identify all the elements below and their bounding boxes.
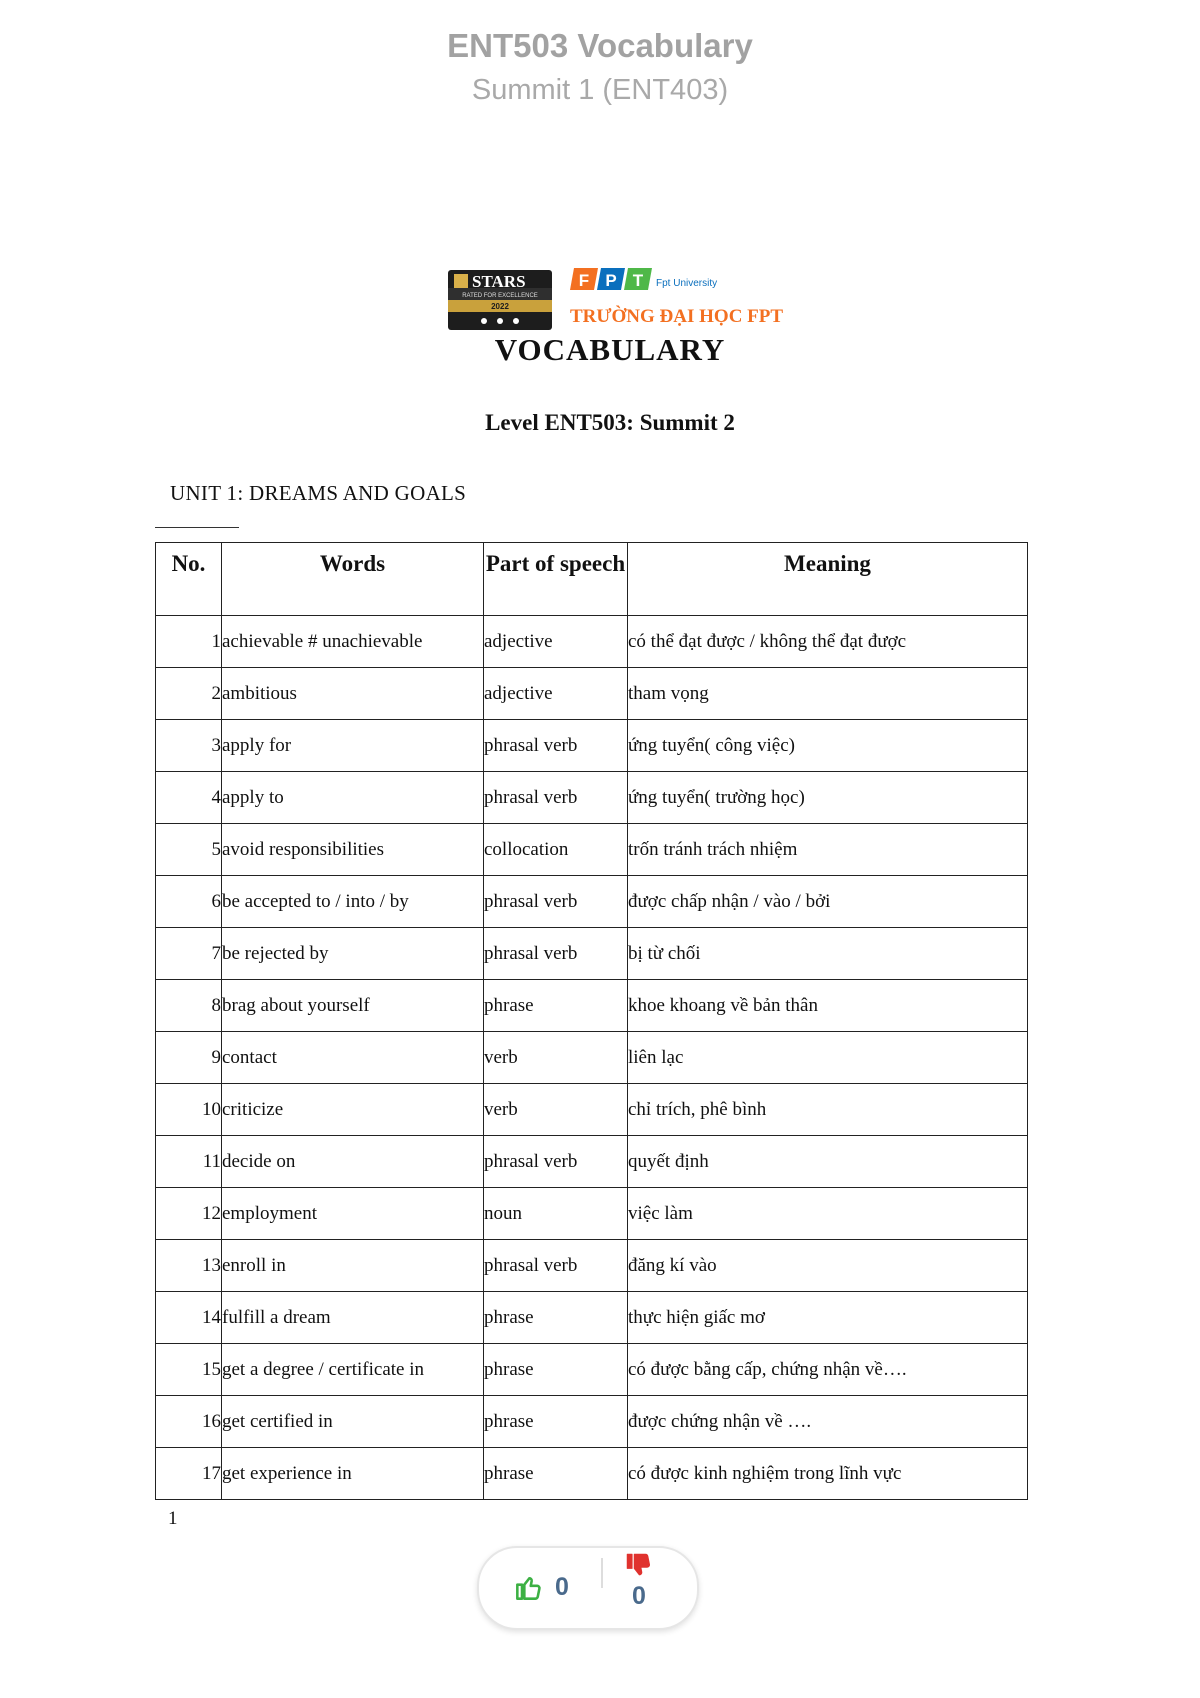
table-row: [156, 824, 1028, 876]
document-subtitle: Summit 1 (ENT403): [471, 74, 729, 106]
unit-heading: UNIT 1: DREAMS AND GOALS: [170, 481, 467, 505]
row-part-of-speech: verb: [484, 1084, 628, 1136]
table-row: [156, 668, 1028, 720]
table-row: [156, 616, 1028, 668]
table-row: [156, 1136, 1028, 1188]
table-row: [156, 772, 1028, 824]
row-word: be rejected by: [222, 928, 484, 980]
row-word: decide on: [222, 1136, 484, 1188]
row-meaning: đăng kí vào: [628, 1240, 1028, 1292]
table-row: [156, 720, 1028, 772]
document-title: ENT503 Vocabulary: [447, 27, 753, 64]
row-word: apply for: [222, 720, 484, 772]
vocabulary-heading: VOCABULARY: [494, 332, 726, 367]
row-number: 7: [156, 928, 222, 980]
row-part-of-speech: phrasal verb: [484, 1240, 628, 1292]
row-number: 11: [156, 1136, 222, 1188]
row-part-of-speech: phrasal verb: [484, 720, 628, 772]
downvote-count: 0: [632, 1582, 646, 1610]
document-header: [0, 26, 1200, 108]
row-part-of-speech: phrase: [484, 1344, 628, 1396]
row-number: 9: [156, 1032, 222, 1084]
fpt-university-logo: [568, 266, 808, 336]
level-heading: Level ENT503: Summit 2: [485, 410, 735, 435]
fpt-logo-name: TRƯỜNG ĐẠI HỌC FPT: [570, 306, 784, 327]
row-meaning: bị từ chối: [628, 928, 1028, 980]
thumbs-up-icon: [515, 1573, 543, 1601]
row-meaning: việc làm: [628, 1188, 1028, 1240]
row-word: be accepted to / into / by: [222, 876, 484, 928]
table-row: [156, 876, 1028, 928]
row-word: get a degree / certificate in: [222, 1344, 484, 1396]
row-meaning: trốn tránh trách nhiệm: [628, 824, 1028, 876]
table-row: [156, 1292, 1028, 1344]
logo-banner: [448, 266, 808, 336]
header-meaning: Meaning: [628, 543, 1028, 616]
row-part-of-speech: phrasal verb: [484, 1136, 628, 1188]
page-number: 1: [168, 1508, 178, 1529]
stars-logo-year: 2022: [491, 302, 509, 311]
row-number: 14: [156, 1292, 222, 1344]
row-word: brag about yourself: [222, 980, 484, 1032]
row-part-of-speech: adjective: [484, 668, 628, 720]
row-part-of-speech: phrase: [484, 1448, 628, 1500]
row-word: get experience in: [222, 1448, 484, 1500]
row-meaning: được chấp nhận / vào / bởi: [628, 876, 1028, 928]
upvote-count: 0: [555, 1572, 569, 1601]
table-row: [156, 1344, 1028, 1396]
row-word: fulfill a dream: [222, 1292, 484, 1344]
row-word: ambitious: [222, 668, 484, 720]
row-meaning: tham vọng: [628, 668, 1028, 720]
fpt-logo-letter-t: T: [632, 271, 644, 290]
row-part-of-speech: collocation: [484, 824, 628, 876]
row-part-of-speech: phrasal verb: [484, 772, 628, 824]
row-meaning: ứng tuyển( công việc): [628, 720, 1028, 772]
fpt-logo-letter-p: P: [605, 271, 617, 290]
table-row: [156, 1084, 1028, 1136]
row-meaning: ứng tuyển( trường học): [628, 772, 1028, 824]
thumbs-down-icon: [625, 1552, 653, 1580]
row-number: 6: [156, 876, 222, 928]
row-word: get certified in: [222, 1396, 484, 1448]
row-number: 10: [156, 1084, 222, 1136]
row-word: contact: [222, 1032, 484, 1084]
row-meaning: khoe khoang về bản thân: [628, 980, 1028, 1032]
row-number: 8: [156, 980, 222, 1032]
table-row: [156, 1188, 1028, 1240]
fpt-logo-small-text: Fpt University: [656, 278, 718, 289]
downvote-button[interactable]: [619, 1552, 659, 1611]
row-number: 17: [156, 1448, 222, 1500]
vocabulary-table: [155, 542, 1028, 1500]
row-number: 4: [156, 772, 222, 824]
row-part-of-speech: verb: [484, 1032, 628, 1084]
stars-logo-tagline: RATED FOR EXCELLENCE: [462, 293, 538, 299]
vote-divider: [601, 1558, 603, 1588]
row-part-of-speech: adjective: [484, 616, 628, 668]
header-part-of-speech: Part of speech: [484, 543, 628, 616]
row-part-of-speech: phrasal verb: [484, 876, 628, 928]
table-body: [156, 616, 1028, 1500]
row-word: employment: [222, 1188, 484, 1240]
stars-logo: [448, 270, 552, 330]
row-number: 16: [156, 1396, 222, 1448]
row-meaning: được chứng nhận về ….: [628, 1396, 1028, 1448]
row-meaning: có được bằng cấp, chứng nhận về….: [628, 1344, 1028, 1396]
header-words: Words: [222, 543, 484, 616]
header-no: No.: [156, 543, 222, 616]
row-number: 13: [156, 1240, 222, 1292]
row-meaning: quyết định: [628, 1136, 1028, 1188]
stars-logo-name: STARS: [472, 272, 526, 291]
row-number: 15: [156, 1344, 222, 1396]
table-row: [156, 1032, 1028, 1084]
row-number: 2: [156, 668, 222, 720]
table-row: [156, 1448, 1028, 1500]
row-meaning: có được kinh nghiệm trong lĩnh vực: [628, 1448, 1028, 1500]
row-meaning: liên lạc: [628, 1032, 1028, 1084]
row-meaning: có thể đạt được / không thể đạt được: [628, 616, 1028, 668]
table-row: [156, 1240, 1028, 1292]
unit-underline: [155, 527, 239, 528]
row-number: 12: [156, 1188, 222, 1240]
row-part-of-speech: phrase: [484, 980, 628, 1032]
row-part-of-speech: noun: [484, 1188, 628, 1240]
row-number: 5: [156, 824, 222, 876]
row-word: apply to: [222, 772, 484, 824]
row-word: enroll in: [222, 1240, 484, 1292]
row-part-of-speech: phrasal verb: [484, 928, 628, 980]
table-row: [156, 980, 1028, 1032]
row-part-of-speech: phrase: [484, 1396, 628, 1448]
fpt-logo-letter-f: F: [578, 271, 590, 290]
row-word: avoid responsibilities: [222, 824, 484, 876]
row-number: 1: [156, 616, 222, 668]
table-header-row: [156, 543, 1028, 616]
row-word: criticize: [222, 1084, 484, 1136]
vote-widget: [477, 1546, 699, 1630]
row-word: achievable # unachievable: [222, 616, 484, 668]
row-part-of-speech: phrase: [484, 1292, 628, 1344]
table-row: [156, 928, 1028, 980]
table-row: [156, 1396, 1028, 1448]
row-number: 3: [156, 720, 222, 772]
upvote-button[interactable]: [515, 1570, 569, 1604]
row-meaning: thực hiện giấc mơ: [628, 1292, 1028, 1344]
row-meaning: chỉ trích, phê bình: [628, 1084, 1028, 1136]
